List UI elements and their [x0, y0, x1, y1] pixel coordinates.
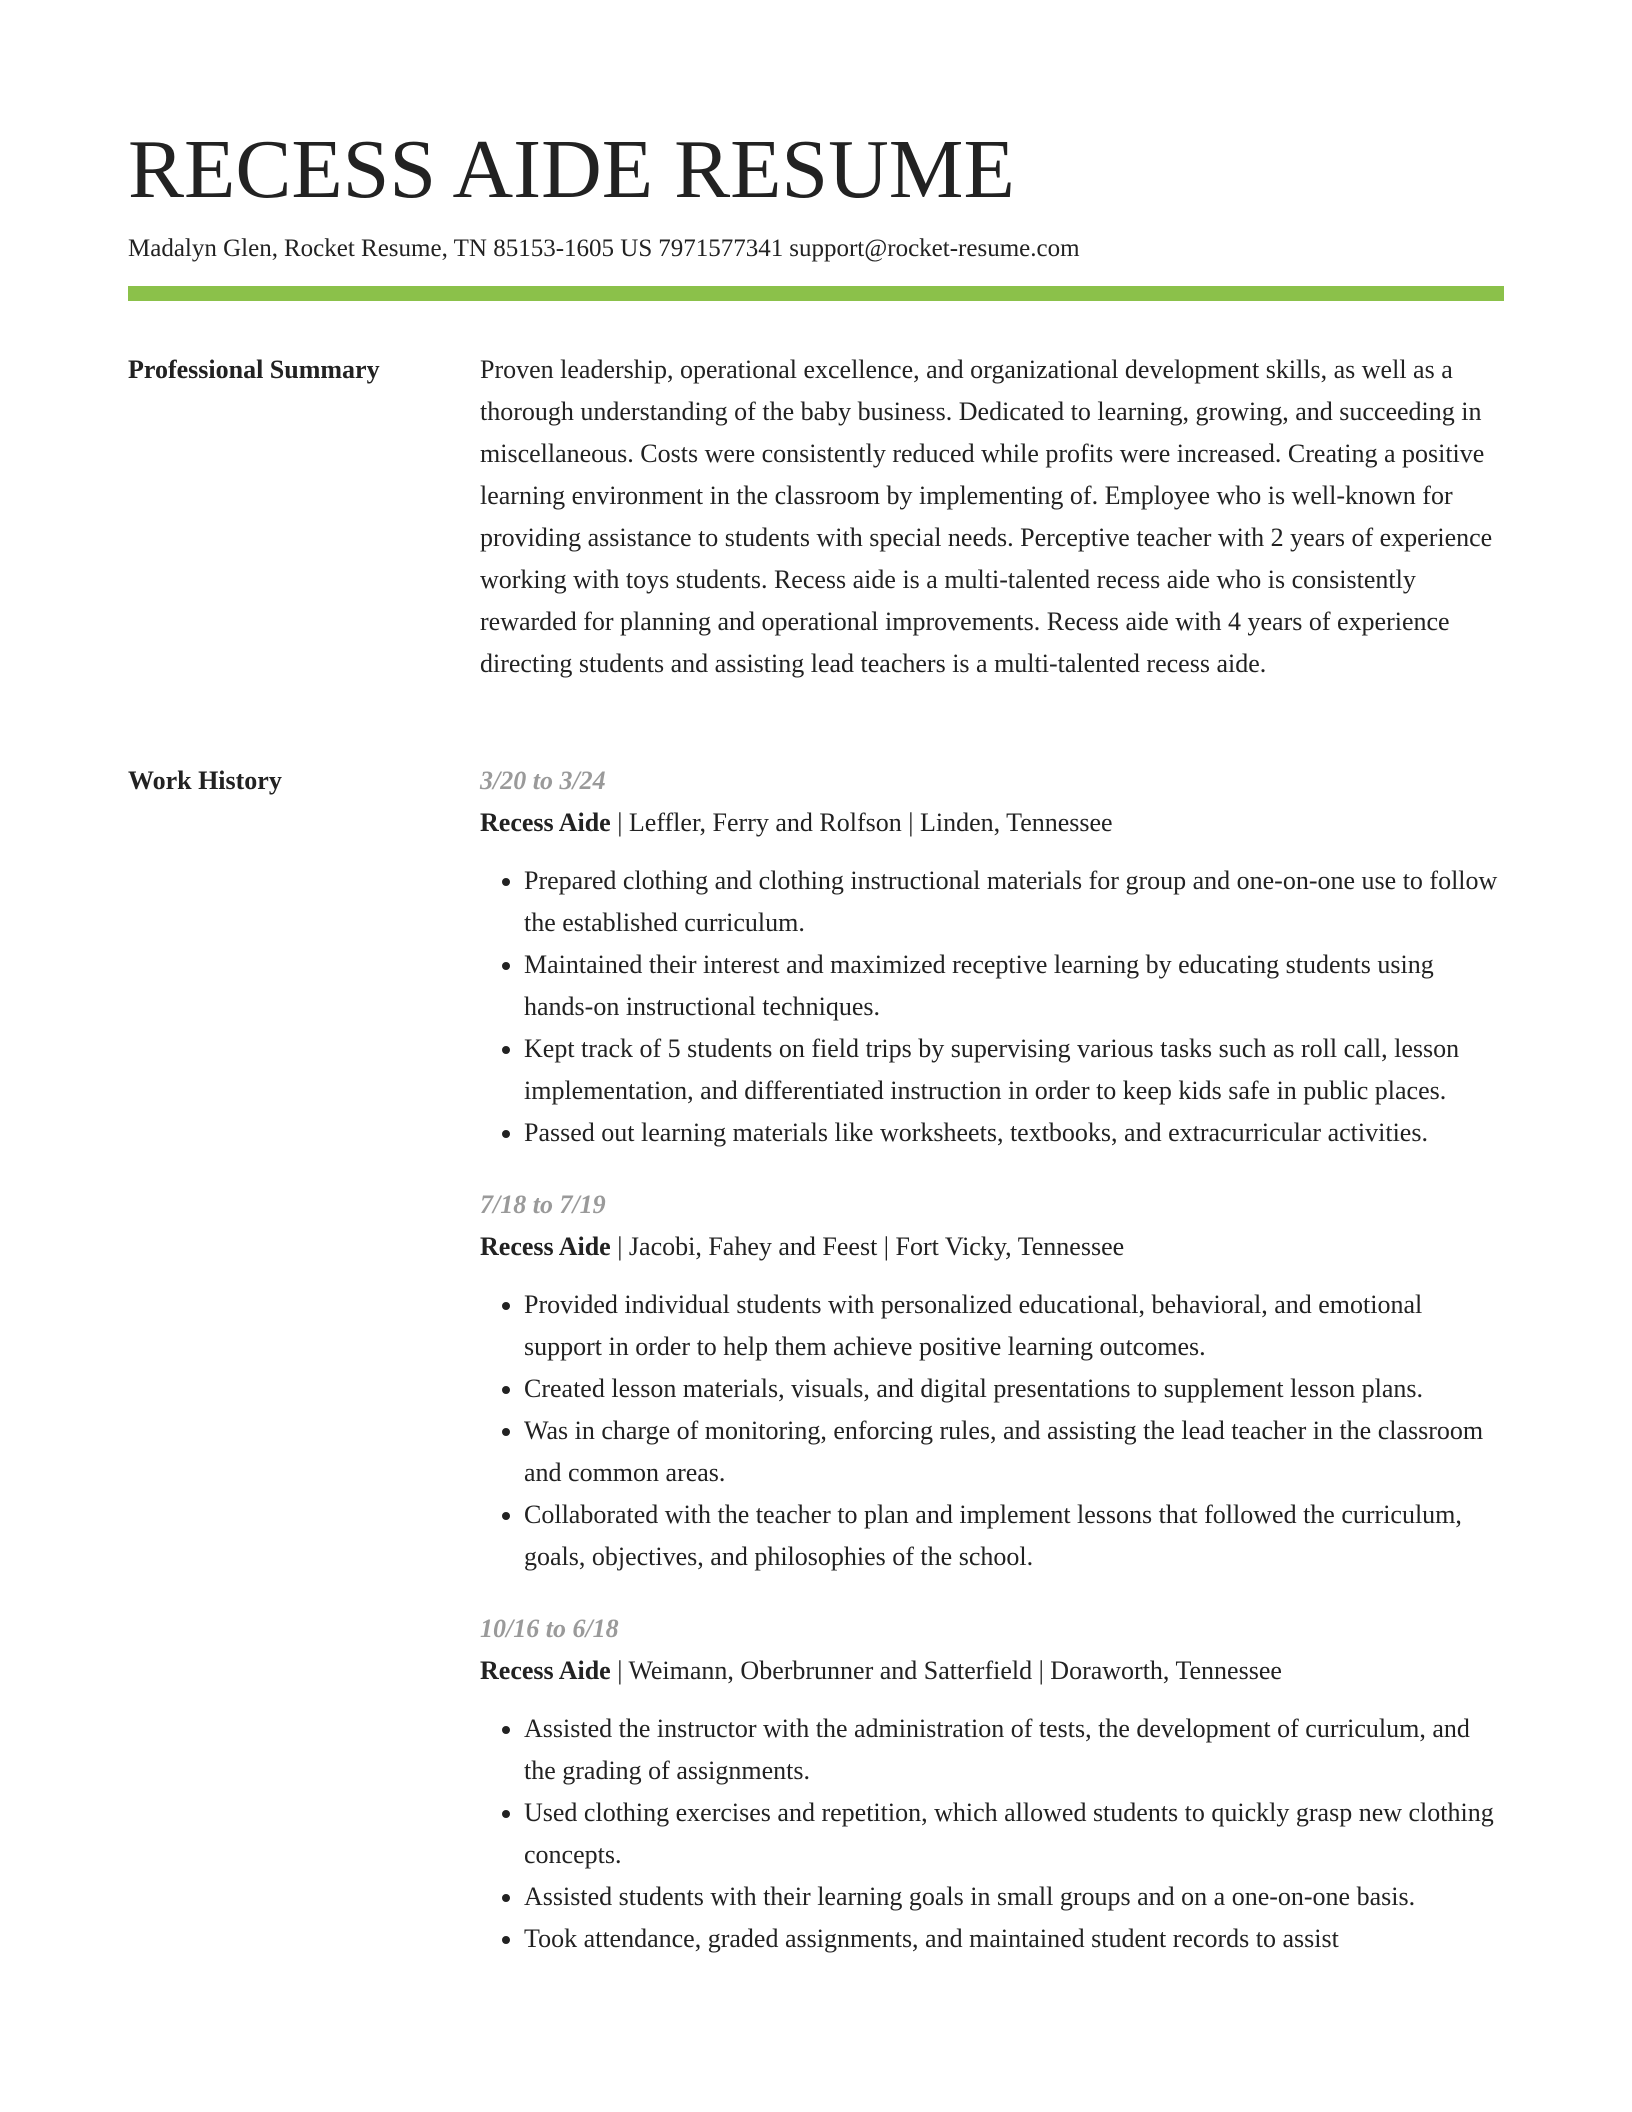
job-entry: [480, 1608, 1504, 1960]
job-bullet: • Assisted students with their learning goals in small groups and on a one-on-one basis.: [524, 1876, 1504, 1918]
contact-line: [128, 232, 1080, 266]
work-history-section: [480, 760, 1504, 1990]
job-entry: [480, 760, 1504, 1154]
job-bullet: • Created lesson materials, visuals, and digital presentations to supplement lesson plans.: [524, 1368, 1504, 1410]
job-bullet: • Prepared clothing and clothing instructional materials for group and one-on-one use to follow the established curriculum.: [524, 860, 1504, 944]
job-heading: [480, 802, 1504, 844]
job-title: Recess Aide: [480, 808, 611, 837]
job-bullet-list: [480, 860, 1504, 1154]
job-details: | Leffler, Ferry and Rolfson | Linden, Tennessee: [610, 808, 1113, 837]
job-bullet: • Was in charge of monitoring, enforcing rules, and assisting the lead teacher in the classroom and common areas.: [524, 1410, 1504, 1494]
job-dates: 7/18 to 7/19: [480, 1190, 606, 1219]
job-bullet-list: [480, 1708, 1504, 1960]
job-bullet: • Provided individual students with personalized educational, behavioral, and emotional support in order to help them achieve positive learning outcomes.: [524, 1284, 1504, 1368]
job-dates: 10/16 to 6/18: [480, 1614, 619, 1643]
job-entry: [480, 1184, 1504, 1578]
job-bullet: • Used clothing exercises and repetition, which allowed students to quickly grasp new clothing concepts.: [524, 1792, 1504, 1876]
job-heading: [480, 1650, 1504, 1692]
summary-section: [480, 349, 1504, 685]
header-divider: [128, 286, 1504, 301]
summary-label: Professional Summary: [128, 355, 380, 384]
work-history-label: Work History: [128, 766, 282, 795]
contact-email[interactable]: support@rocket-resume.com: [789, 235, 1080, 262]
job-details: | Weimann, Oberbrunner and Satterfield | Doraworth, Tennessee: [610, 1656, 1282, 1685]
job-bullet: • Maintained their interest and maximized receptive learning by educating students using hands-on instructional techniques.: [524, 944, 1504, 1028]
contact-name: Madalyn Glen,: [128, 235, 278, 262]
job-title: Recess Aide: [480, 1656, 611, 1685]
job-bullet: • Passed out learning materials like worksheets, textbooks, and extracurricular activities.: [524, 1112, 1504, 1154]
job-heading: [480, 1226, 1504, 1268]
job-dates: 3/20 to 3/24: [480, 766, 606, 795]
contact-phone: 7971577341: [658, 235, 784, 262]
job-bullet: • Assisted the instructor with the administration of tests, the development of curriculum, and the grading of assignments.: [524, 1708, 1504, 1792]
job-bullet: • Kept track of 5 students on field trips by supervising various tasks such as roll call, lesson implementation, and differentiated instruction in order to keep kids safe in public places.: [524, 1028, 1504, 1112]
job-bullet: • Collaborated with the teacher to plan and implement lessons that followed the curriculum, goals, objectives, and philosophies of the school.: [524, 1494, 1504, 1578]
job-title: Recess Aide: [480, 1232, 611, 1261]
resume-title: RECESS AIDE RESUME: [128, 123, 1015, 216]
job-details: | Jacobi, Fahey and Feest | Fort Vicky, Tennessee: [610, 1232, 1125, 1261]
contact-address: Rocket Resume, TN 85153-1605 US: [283, 235, 653, 262]
summary-text: Proven leadership, operational excellence, and organizational development skills, as well as a thorough understanding of the baby business. Dedicated to learning, growing, and succeeding in miscellaneous. Costs were consistently reduced while profits were increased. Creating a positive learning environment in the classroom by implementing of. Employee who is well-known for providing assistance to students with special needs. Perceptive teacher with 2 years of experience working with toys students. Recess aide is a multi-talented recess aide who is consistently rewarded for planning and operational improvements. Recess aide with 4 years of experience directing students and assisting lead teachers is a multi-talented recess aide.: [480, 355, 1493, 678]
resume-page: [128, 0, 1504, 2112]
job-bullet: • Took attendance, graded assignments, and maintained student records to assist: [524, 1918, 1504, 1960]
job-bullet-list: [480, 1284, 1504, 1578]
